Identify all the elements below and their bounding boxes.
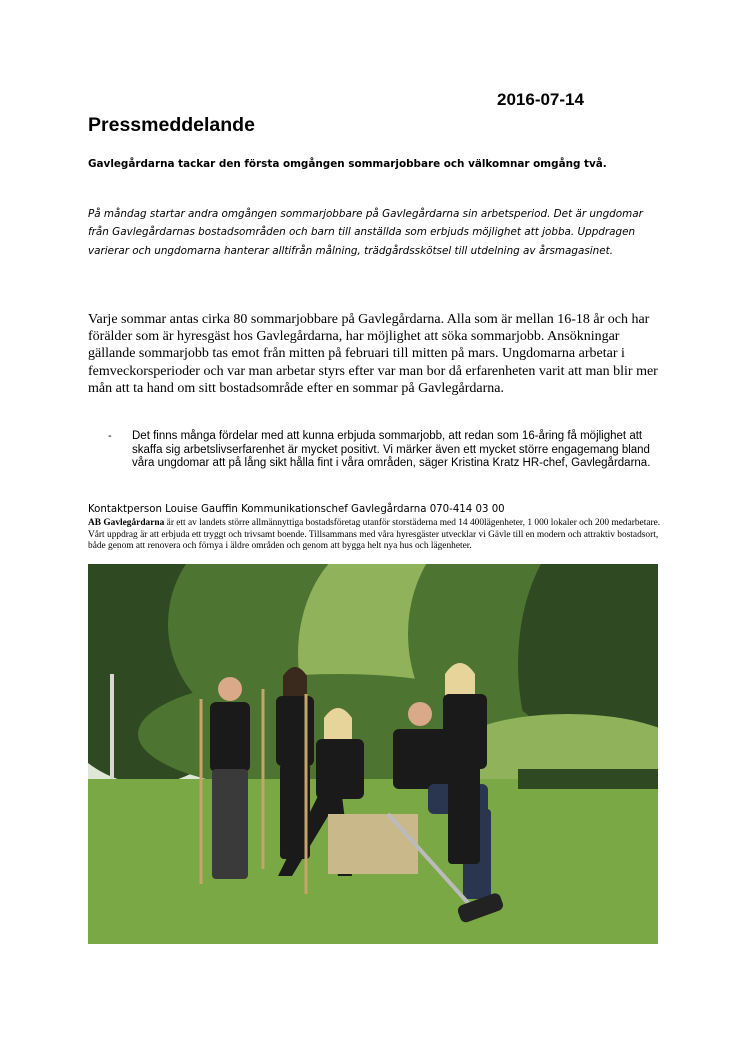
lead-paragraph: På måndag startar andra omgången sommarjobbare på Gavlegårdarna sin arbetsperiod. Det är ungdomar från Gavlegårdarnas bostadsområden och barn till anställda som erbjuds möjlighet att jobba. Uppdragen varierar och ungdomarna hanterar alltifrån målning, trädgårdsskötsel till utdelning av årsmagasinet. xyxy=(88,208,643,257)
company-name: AB Gavlegårdarna xyxy=(88,518,165,528)
bullet-mark: - xyxy=(108,430,112,442)
body-paragraph: Varje sommar antas cirka 80 sommarjobbare på Gavlegårdarna. Alla som är mellan 16-18 år och har förälder som är hyresgäst hos Gavlegårdarna, har möjlighet att söka sommarjobb. Ansökningar gällande sommarjobb tas emot från mitten på februari till mitten på mars. Ungdomarna arbetar i femveckorsperioder och var man arbetar styrs efter var man bor då erfarenheten varit att man blir mer mån att ta hand om sitt bostadsområde efter en sommar på Gavlegårdarna. xyxy=(88,312,658,396)
company-description: är ett av landets större allmännyttiga bostadsföretag utanför storstäderna med 14 400lägenheter, 1 000 lokaler och 200 medarbetare. Vårt uppdrag är att erbjuda ett tryggt och trivsamt boende. Tillsammans med våra hyresgäster utvecklar vi Gävle till en modern och attraktiv bostadsort, både genom att renovera och förnya i äldre områden och genom att bygga helt nya hus och lägenheter. xyxy=(88,518,661,552)
team-photo xyxy=(88,564,658,944)
wooden-box xyxy=(328,814,418,874)
company-boilerplate xyxy=(88,518,663,553)
hedge xyxy=(518,769,658,789)
contact-line: Kontaktperson Louise Gauffin Kommunikationschef Gavlegårdarna 070-414 03 00 xyxy=(88,504,505,515)
subheading: Gavlegårdarna tackar den första omgången sommarjobbare och välkomnar omgång två. xyxy=(88,158,607,170)
quote-text: Det finns många fördelar med att kunna erbjuda sommarjobb, att redan som 16-åring få möjlighet att skaffa sig arbetslivserfarenhet är mycket positivt. Vi märker även ett mycket större engagemang bland våra ungdomar att på lång sikt hålla fint i våra områden, säger Kristina Kratz HR-chef, Gavlegårdarna. xyxy=(132,430,651,470)
team-photo-illustration xyxy=(88,564,658,944)
page-title: Pressmeddelande xyxy=(88,114,255,136)
release-date: 2016-07-14 xyxy=(497,90,584,109)
